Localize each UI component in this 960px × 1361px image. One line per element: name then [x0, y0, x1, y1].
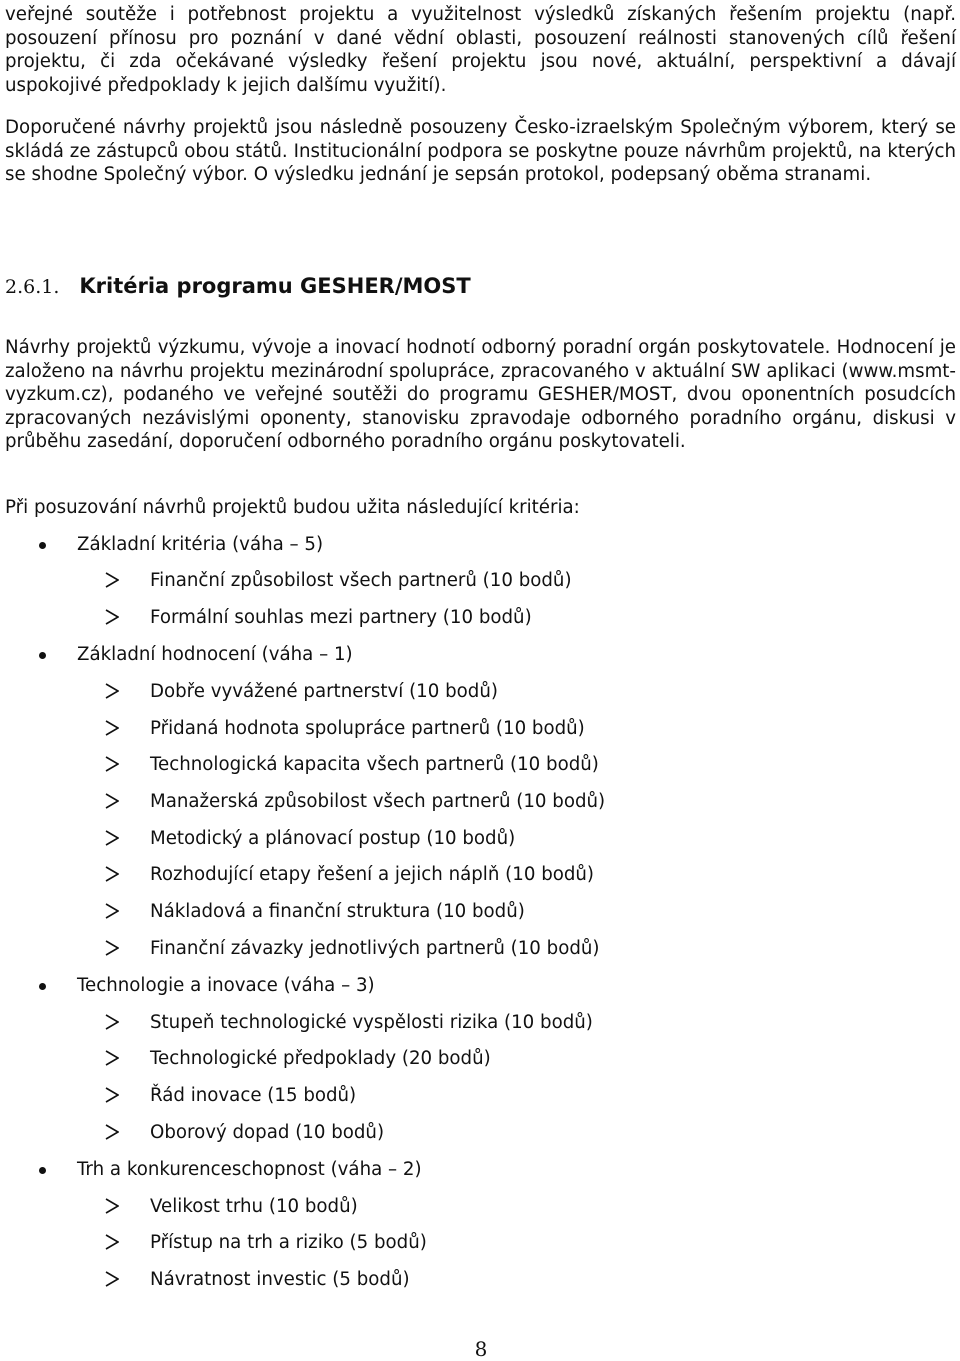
criterion-label: Stupeň technologické vyspělosti rizika (10 bodů) [150, 1012, 593, 1033]
list-item [150, 753, 599, 777]
arrow-bullet-icon [105, 756, 119, 772]
criteria-group-label: Technologie a inovace (váha – 3) [77, 975, 375, 996]
arrow-bullet-icon [105, 1124, 119, 1140]
criteria-group [77, 1158, 422, 1182]
section-number: 2.6.1. [5, 276, 60, 298]
arrow-bullet-icon [105, 866, 119, 882]
criterion-label: Formální souhlas mezi partnery (10 bodů) [150, 607, 532, 628]
criterion-label: Přidaná hodnota spolupráce partnerů (10 bodů) [150, 718, 585, 739]
arrow-bullet-icon [105, 1014, 119, 1030]
list-item [150, 1121, 384, 1145]
list-item [150, 900, 525, 924]
bullet-dot-icon [39, 983, 46, 990]
section-title: Kritéria programu GESHER/MOST [79, 274, 471, 298]
bullet-dot-icon [39, 542, 46, 549]
list-item [150, 717, 585, 741]
arrow-bullet-icon [105, 903, 119, 919]
criteria-group-label: Trh a konkurenceschopnost (váha – 2) [77, 1159, 422, 1180]
criterion-label: Přístup na trh a riziko (5 bodů) [150, 1232, 427, 1253]
criterion-label: Metodický a plánovací postup (10 bodů) [150, 828, 516, 849]
list-item [150, 606, 532, 630]
criteria-group-label: Základní hodnocení (váha – 1) [77, 644, 353, 665]
list-item [150, 1047, 491, 1071]
criterion-label: Finanční závazky jednotlivých partnerů (10 bodů) [150, 938, 600, 959]
arrow-bullet-icon [105, 1271, 119, 1287]
list-item [150, 1268, 410, 1292]
arrow-bullet-icon [105, 1050, 119, 1066]
list-item [150, 827, 515, 851]
list-item [150, 790, 605, 814]
arrow-bullet-icon [105, 1087, 119, 1103]
arrow-bullet-icon [105, 1198, 119, 1214]
criteria-group-label: Základní kritéria (váha – 5) [77, 534, 324, 555]
arrow-bullet-icon [105, 1234, 119, 1250]
list-item [150, 937, 600, 961]
arrow-bullet-icon [105, 830, 119, 846]
paragraph-criteria-intro: Při posuzování návrhů projektů budou užita následující kritéria: [5, 497, 580, 518]
criterion-label: Návratnost investic (5 bodů) [150, 1269, 410, 1290]
list-item [150, 1195, 358, 1219]
criterion-label: Technologické předpoklady (20 bodů) [150, 1048, 491, 1069]
criteria-group [77, 643, 353, 667]
arrow-bullet-icon [105, 572, 119, 588]
page-number: 8 [474, 1337, 488, 1361]
criterion-label: Nákladová a finanční struktura (10 bodů) [150, 901, 525, 922]
list-item [150, 569, 572, 593]
criterion-label: Velikost trhu (10 bodů) [150, 1196, 358, 1217]
list-item [150, 1231, 427, 1255]
list-item [150, 680, 498, 704]
list-item [150, 863, 594, 887]
criterion-label: Rozhodující etapy řešení a jejich náplň (10 bodů) [150, 864, 595, 885]
list-item [150, 1011, 593, 1035]
paragraph-joint-committee: Doporučené návrhy projektů jsou následně posouzeny Česko-izraelským Společným výborem, který se skládá ze zástupců obou států. Institucionální podpora se poskytne pouze návrhům projektů, na kterých se shodne Společný výbor. O výsledku jednání je sepsán protokol, podepsaný oběma stranami. [5, 117, 956, 186]
section-heading [5, 272, 471, 301]
criterion-label: Oborový dopad (10 bodů) [150, 1122, 385, 1143]
paragraph-evaluation-intro: veřejné soutěže i potřebnost projektu a využitelnost výsledků získaných řešením projektu (např. posouzení přínosu pro poznání v dané vědní oblasti, posouzení reálnosti stanovených cílů řešení projektu, či zda očekávané výsledky řešení projektu jsou nové, aktuální, perspektivní a dávají uspokojivé předpoklady k jejich dalšímu využití). [5, 4, 956, 96]
bullet-dot-icon [39, 1167, 46, 1174]
criteria-group [77, 974, 375, 998]
criteria-group [77, 533, 323, 557]
criterion-label: Technologická kapacita všech partnerů (10 bodů) [150, 754, 599, 775]
criterion-label: Manažerská způsobilost všech partnerů (10 bodů) [150, 791, 606, 812]
criterion-label: Finanční způsobilost všech partnerů (10 bodů) [150, 570, 572, 591]
arrow-bullet-icon [105, 720, 119, 736]
arrow-bullet-icon [105, 793, 119, 809]
arrow-bullet-icon [105, 940, 119, 956]
criterion-label: Řád inovace (15 bodů) [150, 1085, 357, 1106]
paragraph-evaluation-basis: Návrhy projektů výzkumu, vývoje a inovací hodnotí odborný poradní orgán poskytovatele. Hodnocení je založeno na návrhu projektu mezinárodní spolupráce, zpracovaného v aktuální SW aplikaci (www.msmt-vyzkum.cz), podaného ve veřejné soutěži do programu GESHER/MOST, dvou oponentních posudcích zpracovaných nezávislými oponenty, stanovisku zpravodaje odborného poradního orgánu, diskusi v průběhu zasedání, doporučení odborného poradního orgánu poskytovateli. [5, 337, 956, 453]
criterion-label: Dobře vyvážené partnerství (10 bodů) [150, 681, 498, 702]
arrow-bullet-icon [105, 683, 119, 699]
bullet-dot-icon [39, 652, 46, 659]
list-item [150, 1084, 356, 1108]
arrow-bullet-icon [105, 609, 119, 625]
